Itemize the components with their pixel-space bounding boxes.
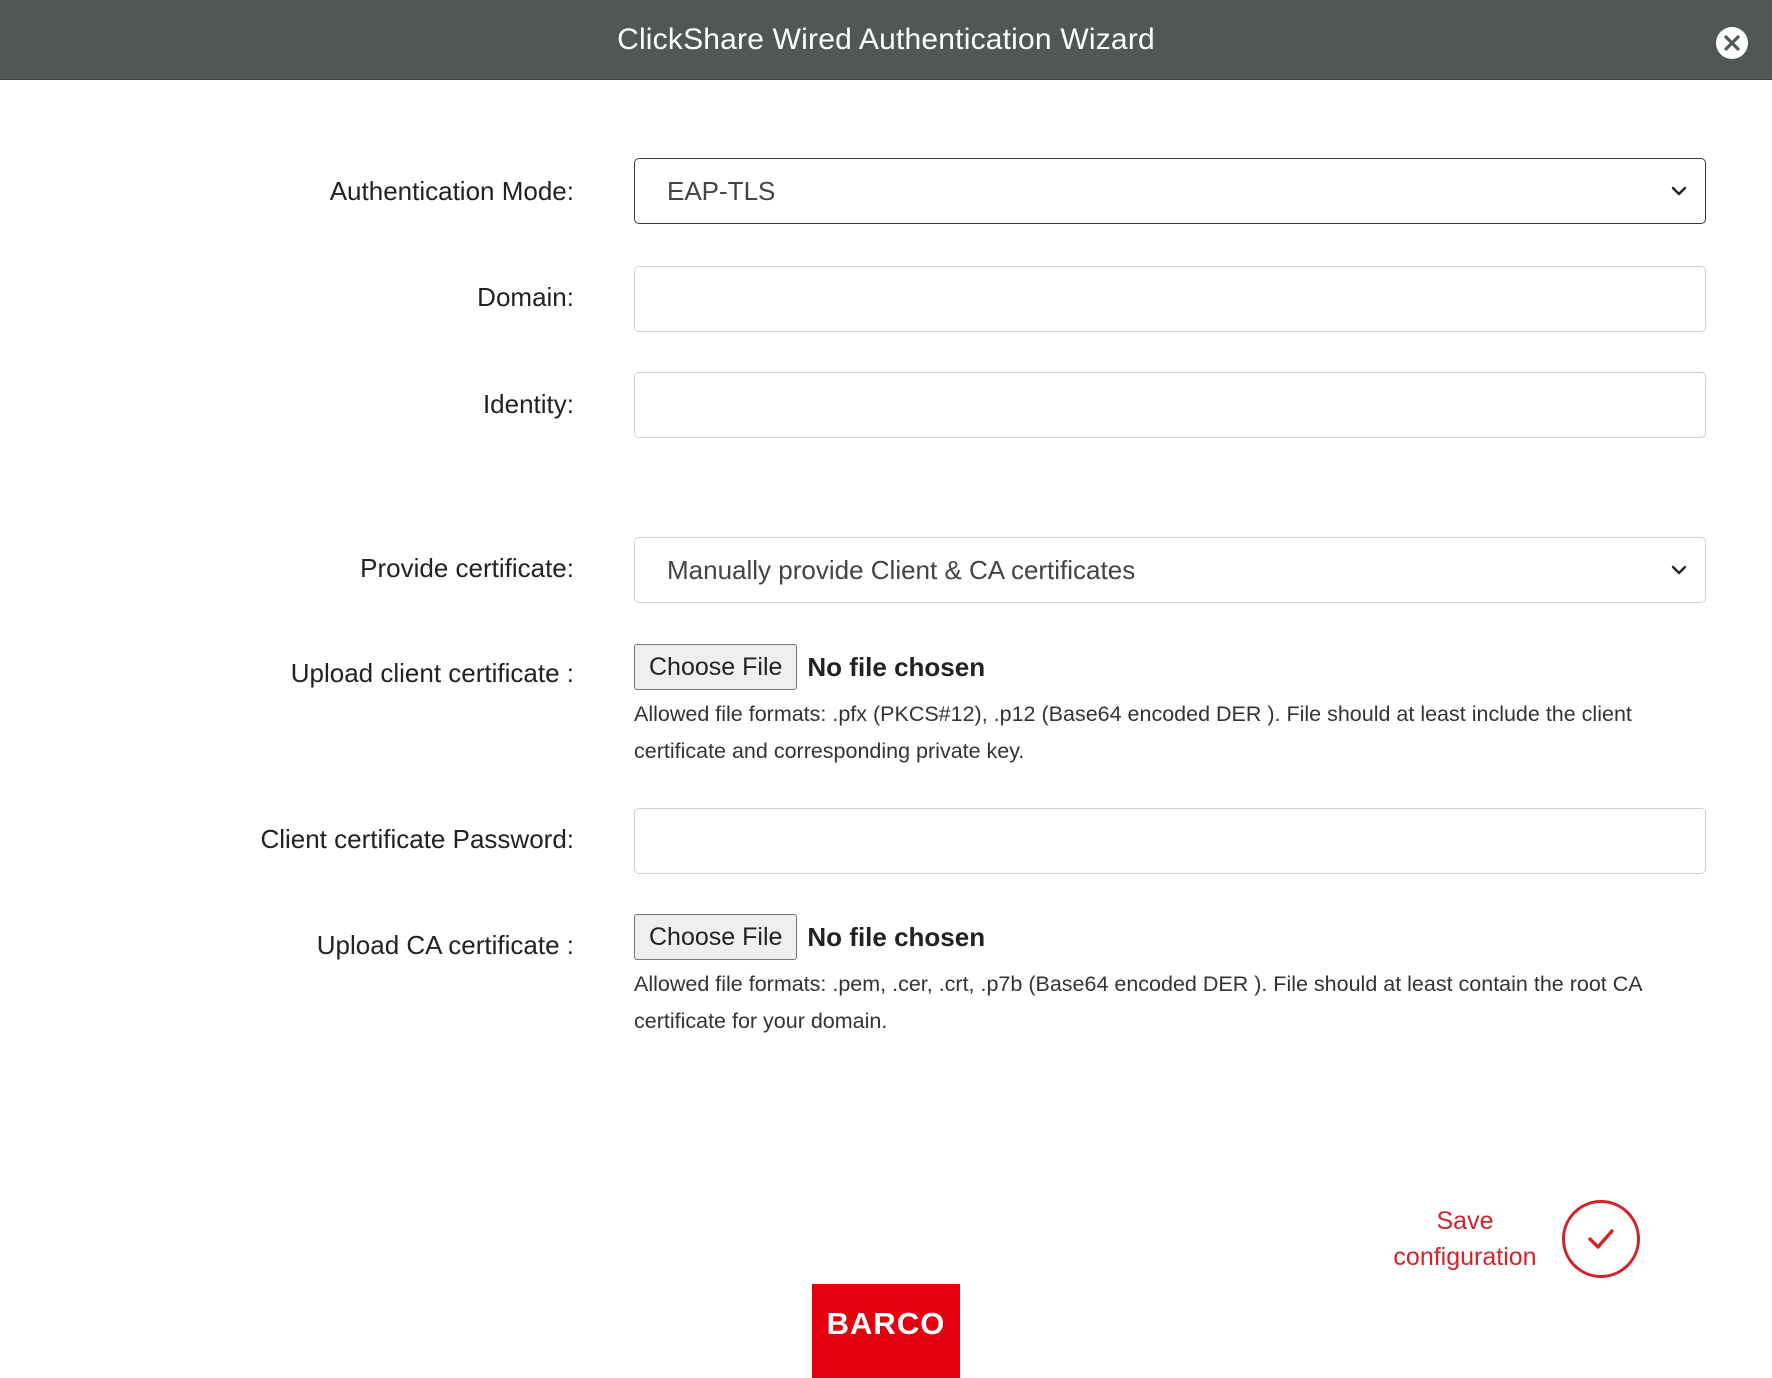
- client-certificate-label: Upload client certificate :: [290, 658, 574, 688]
- window-title: ClickShare Wired Authentication Wizard: [617, 22, 1155, 56]
- auth-mode-value: EAP-TLS: [667, 175, 776, 206]
- identity-label: Identity:: [482, 389, 574, 419]
- ca-certificate-file-status: No file chosen: [807, 921, 986, 952]
- ca-certificate-label: Upload CA certificate :: [316, 930, 574, 960]
- save-configuration-button[interactable]: [1380, 1200, 1640, 1278]
- save-label-line2: configuration: [1393, 1243, 1537, 1271]
- save-circle: [1562, 1200, 1640, 1278]
- client-certificate-file-status: No file chosen: [807, 651, 986, 682]
- checkmark-icon: [1581, 1219, 1621, 1259]
- ca-certificate-file-picker: [634, 914, 985, 960]
- chevron-down-icon: [1669, 181, 1689, 201]
- barco-logo: [812, 1284, 960, 1378]
- provide-certificate-label: Provide certificate:: [360, 553, 574, 583]
- auth-mode-label: Authentication Mode:: [329, 176, 574, 206]
- client-password-label: Client certificate Password:: [260, 824, 574, 854]
- save-configuration-label: [1380, 1203, 1550, 1275]
- save-label-line1: Save: [1436, 1207, 1494, 1235]
- close-button[interactable]: [1716, 27, 1748, 59]
- provide-certificate-select[interactable]: [634, 537, 1706, 603]
- client-certificate-choose-file-button[interactable]: Choose File: [634, 644, 797, 690]
- client-certificate-file-picker: [634, 644, 985, 690]
- ca-certificate-choose-file-button[interactable]: Choose File: [634, 914, 797, 960]
- close-icon: [1723, 34, 1741, 52]
- ca-certificate-hint: Allowed file formats: .pem, .cer, .crt, .p7b (Base64 encoded DER ). File should at least contain the root CA certificate for your domain.: [634, 972, 1642, 1033]
- identity-input[interactable]: [634, 372, 1706, 438]
- provide-certificate-value: Manually provide Client & CA certificates: [667, 554, 1136, 585]
- title-bar: [0, 0, 1772, 80]
- logo-text: BARCO: [826, 1306, 946, 1341]
- client-password-input[interactable]: [634, 808, 1706, 874]
- domain-input[interactable]: [634, 266, 1706, 332]
- chevron-down-icon: [1669, 560, 1689, 580]
- domain-label: Domain:: [477, 282, 574, 312]
- auth-mode-select[interactable]: [634, 158, 1706, 224]
- client-certificate-hint: Allowed file formats: .pfx (PKCS#12), .p12 (Base64 encoded DER ). File should at least include the client certificate and corresponding private key.: [634, 702, 1632, 763]
